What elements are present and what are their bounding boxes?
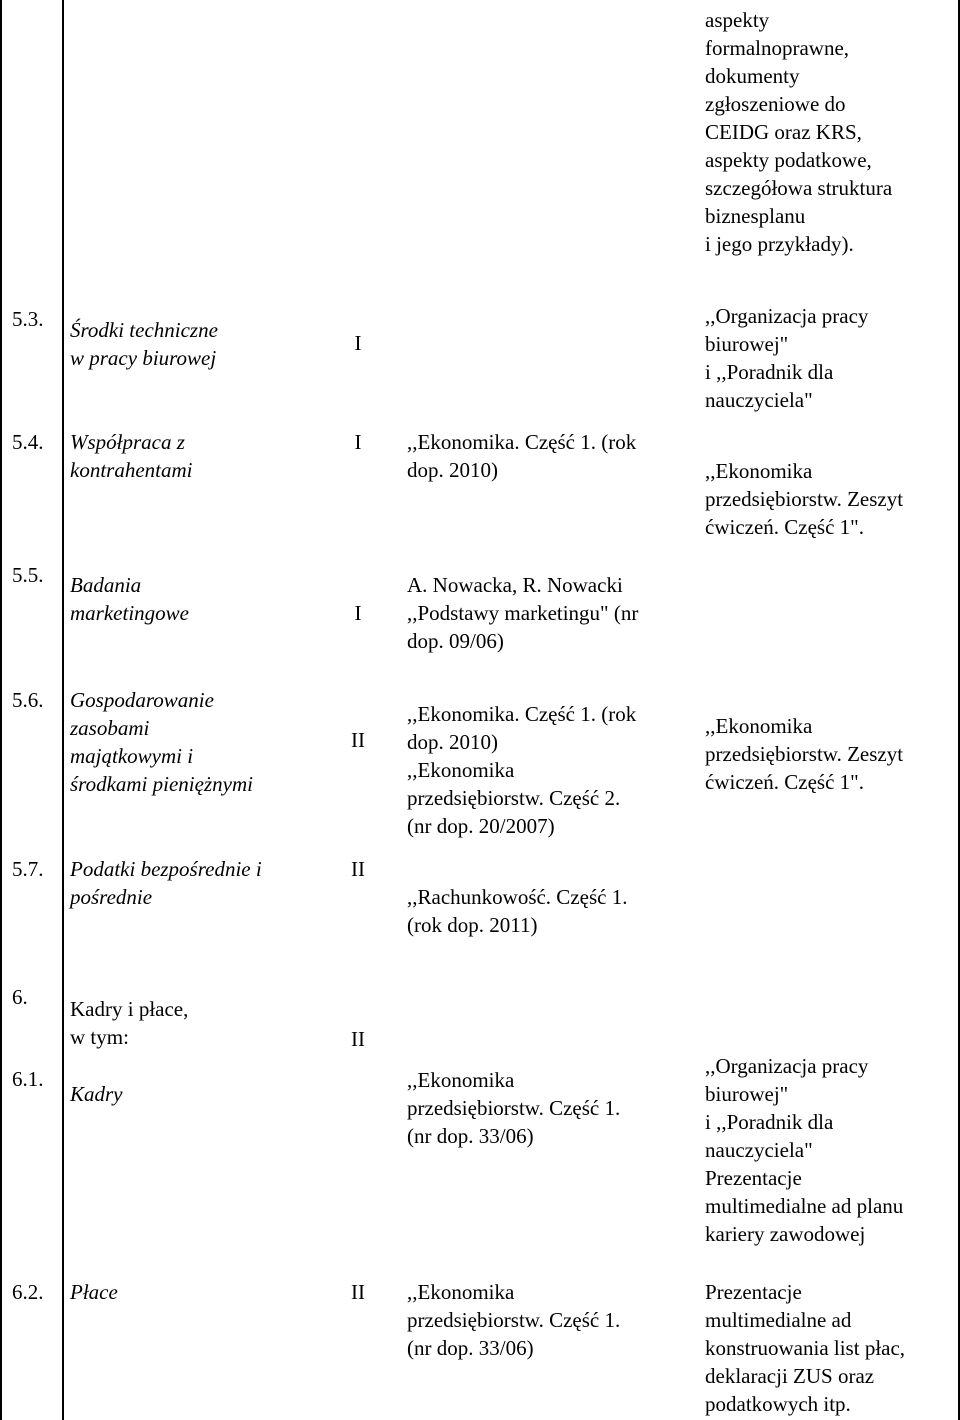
row-topic: Środki techniczne w pracy biurowej <box>70 318 218 370</box>
table-border-col1 <box>62 0 64 1420</box>
row-topic: Podatki bezpośrednie i pośrednie <box>70 857 262 909</box>
row-materials: ,,Ekonomika przedsiębiorstw. Zeszyt ćwiczeń. Część 1". <box>705 459 904 539</box>
table-border-left <box>0 0 2 1420</box>
row-number: 5.4. <box>12 430 44 454</box>
row-topic: Kadry i płace, w tym: <box>70 997 189 1049</box>
row-level: II <box>351 1280 365 1304</box>
row-topic: Kadry <box>70 1082 123 1106</box>
row-textbooks: A. Nowacka, R. Nowacki ,,Podstawy marketingu" (nr dop. 09/06) <box>407 573 639 653</box>
row-number: 5.3. <box>12 307 44 331</box>
row-materials: ,,Ekonomika przedsiębiorstw. Zeszyt ćwiczeń. Część 1". <box>705 714 904 794</box>
row-materials: ,,Organizacja pracy biurowej" i ,,Poradnik dla nauczyciela" <box>705 304 869 412</box>
row-topic: Gospodarowanie zasobami majątkowymi i środkami pieniężnymi <box>70 688 253 796</box>
row-level: II <box>351 857 365 881</box>
row-number: 6.2. <box>12 1280 44 1304</box>
row-level: II <box>351 1027 365 1051</box>
row-topic: Współpraca z kontrahentami <box>70 430 193 482</box>
row-number: 5.5. <box>12 563 44 587</box>
row-number: 6.1. <box>12 1067 44 1091</box>
row-materials: ,,Organizacja pracy biurowej" i ,,Poradnik dla nauczyciela" Prezentacje multimedialne ad planu kariery zawodowej <box>705 1054 904 1246</box>
row-topic: Płace <box>70 1280 118 1304</box>
row-topic: Badania marketingowe <box>70 573 189 625</box>
row-textbooks: ,,Ekonomika. Część 1. (rok dop. 2010) ,,Ekonomika przedsiębiorstw. Część 2. (nr dop. 20/2007) <box>407 702 637 838</box>
row-number: 5.7. <box>12 857 44 881</box>
row-level: II <box>351 728 365 752</box>
row-textbooks: ,,Ekonomika przedsiębiorstw. Część 1. (nr dop. 33/06) <box>407 1280 621 1360</box>
row-level: I <box>354 331 362 355</box>
row-number: 6. <box>12 985 28 1009</box>
top-continuation-text: aspekty formalnoprawne, dokumenty zgłoszeniowe do CEIDG oraz KRS, aspekty podatkowe, szczegółowa struktura biznesplanu i jego przykłady). <box>705 8 893 256</box>
row-level: I <box>354 430 362 454</box>
row-number: 5.6. <box>12 688 44 712</box>
row-textbooks: ,,Ekonomika. Część 1. (rok dop. 2010) <box>407 430 637 482</box>
row-level: I <box>354 601 362 625</box>
row-textbooks: ,,Ekonomika przedsiębiorstw. Część 1. (nr dop. 33/06) <box>407 1068 621 1148</box>
row-textbooks: ,,Rachunkowość. Część 1. (rok dop. 2011) <box>407 885 628 937</box>
row-materials: Prezentacje multimedialne ad konstruowania list płac, deklaracji ZUS oraz podatkowych itp. <box>705 1280 906 1416</box>
